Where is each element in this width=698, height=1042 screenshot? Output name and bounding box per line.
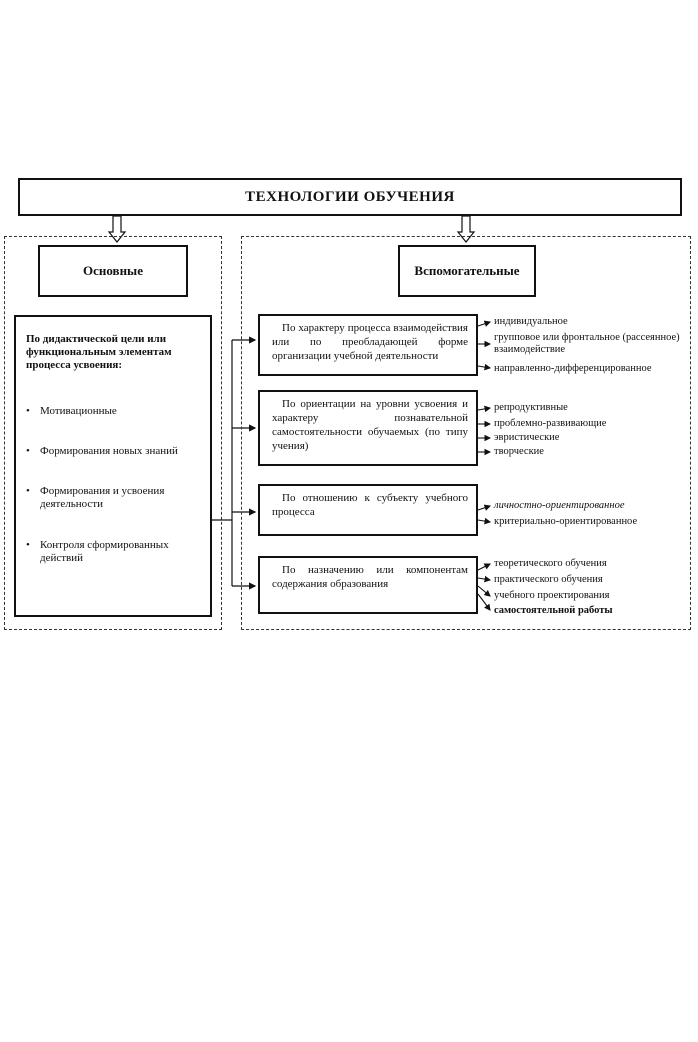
option-practical: практического обучения <box>494 574 603 585</box>
basic-item-2: Формирования новых знаний <box>40 445 178 457</box>
bullet-icon: • <box>26 405 30 417</box>
basic-item-3: Формирования и усвоения деятельности <box>40 485 165 510</box>
option-creative: творческие <box>494 446 544 457</box>
option-independent-work: самостоятельной работы <box>494 605 613 616</box>
option-person-oriented: личностно-ориентированное <box>494 500 625 511</box>
basic-header: Основные <box>38 245 188 297</box>
basic-panel <box>14 315 212 617</box>
option-group-frontal: групповое или фронтальное (рассеянное) взаимодействие <box>494 332 680 355</box>
option-directed-differentiated: направленно-дифференцированное <box>494 363 652 374</box>
option-problem-developing: проблемно-развивающие <box>494 418 607 429</box>
option-project: учебного проектирования <box>494 590 610 601</box>
option-heuristic: эвристические <box>494 432 560 443</box>
option-theoretical: теоретического обучения <box>494 558 607 569</box>
option-criterion-oriented: критериально-ориентированное <box>494 516 638 527</box>
bullet-icon: • <box>26 485 30 497</box>
bullet-icon: • <box>26 539 30 551</box>
basic-item-4: Контроля сформированных действий <box>40 539 169 564</box>
bullet-icon: • <box>26 445 30 457</box>
criterion-box-3: По отношению к субъекту учебного процесса <box>258 484 478 536</box>
criterion-box-1: По характеру процесса взаимодействия или по преобладающей форме организации учебной деятельности <box>258 314 478 376</box>
basic-heading: По дидактической цели или функциональным элементам процесса усвоения: <box>26 333 172 371</box>
auxiliary-header: Вспомогательные <box>398 245 536 297</box>
option-individual: индивидуальное <box>494 316 568 327</box>
criterion-box-4: По назначению или компонентам содержания образования <box>258 556 478 614</box>
criterion-box-2: По ориентации на уровни усвоения и характеру познавательной самостоятельности обучаемых (по типу учения) <box>258 390 478 466</box>
basic-item-1: Мотивационные <box>40 405 117 417</box>
diagram-title: ТЕХНОЛОГИИ ОБУЧЕНИЯ <box>18 178 682 216</box>
option-reproductive: репродуктивные <box>494 402 568 413</box>
